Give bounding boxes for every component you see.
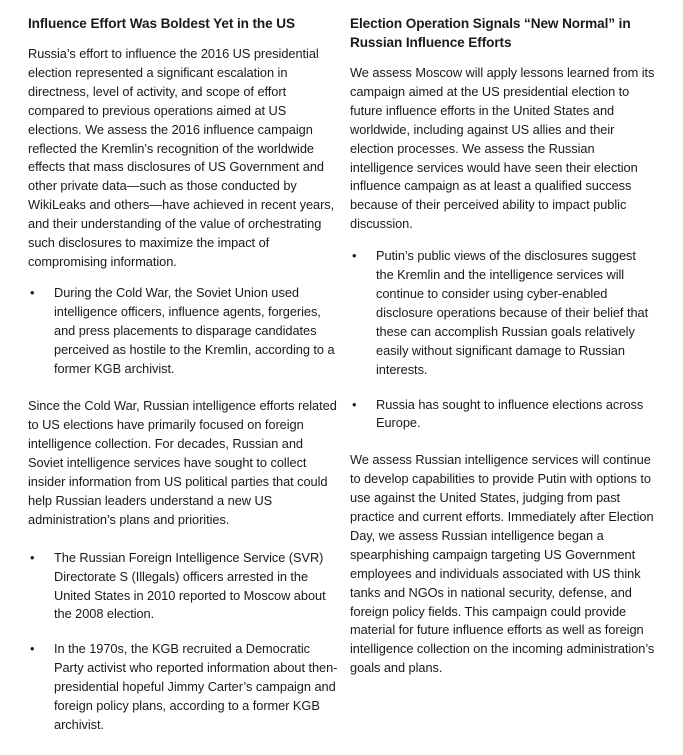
- right-paragraph-2: We assess Russian intelligence services will continue to develop capabilities to provide Putin with options to use against the United States, judging from past practice and current efforts. Immediately after Election Day, we assess Russian intelligence began a spearphishing campaign targeting US Government employees and individuals associated with US think tanks and NGOs in national security, defense, and foreign policy fields. This campaign could provide material for future influence efforts as well as foreign intelligence collection on the incoming administration’s goals and plans.: [350, 452, 655, 676]
- bullet-symbol: •: [30, 641, 35, 657]
- left-paragraph-1: Russia’s effort to influence the 2016 US presidential election represented a significant escalation in directness, level of activity, and scope of effort compared to previous operations aimed at US elections. We assess the 2016 influence campaign reflected the Kremlin’s recognition of the worldwide effects that mass disclosures of US Government and other private data—such as those conducted by WikiLeaks and others—have achieved in recent years, and their understanding of the value of orchestrating such disclosures to maximize the impact of compromising information.: [28, 46, 335, 269]
- right-column: [350, 0, 655, 678]
- right-bullet-2-text: Russia has sought to influence elections across Europe.: [376, 396, 644, 431]
- right-bullet-1: [350, 247, 655, 379]
- right-bullet-1-text: Putin’s public views of the disclosures suggest the Kremlin and the intelligence services will continue to consider using cyber-enabled disclosure operations because of their belief that these can accomplish Russian goals relatively easily without significant damage to Russian interests.: [376, 248, 649, 377]
- left-paragraph-2: Since the Cold War, Russian intelligence efforts related to US elections have primarily focused on foreign intelligence collection. For decades, Russian and Soviet intelligence services have sought to collect insider information from US political parties that could help Russian leaders understand a new US administration’s plans and priorities.: [28, 398, 337, 527]
- right-bullet-2: [350, 396, 655, 434]
- left-bullet-1-text: During the Cold War, the Soviet Union used intelligence officers, influence agents, forgeries, and press placements to disparage candidates perceived as hostile to the Kremlin, according to a former KGB archivist.: [54, 284, 335, 376]
- bullet-symbol: •: [352, 248, 357, 264]
- right-paragraph-1: We assess Moscow will apply lessons learned from its campaign aimed at the US presidential election to future influence efforts in the United States and worldwide, including against US allies and their election processes. We assess the Russian intelligence services would have seen their election influence campaign as at least a qualified success because of their perceived ability to impact public discussion.: [350, 65, 655, 232]
- bullet-symbol: •: [30, 284, 35, 300]
- bullet-symbol: •: [352, 396, 357, 412]
- left-bullet-2-text: The Russian Foreign Intelligence Service (SVR) Directorate S (Illegals) officers arrested in the United States in 2010 reported to Moscow about the 2008 election.: [54, 549, 326, 622]
- left-heading: Influence Effort Was Boldest Yet in the US: [28, 16, 295, 31]
- left-bullet-1: [28, 284, 340, 379]
- right-heading: Election Operation Signals “New Normal” in Russian Influence Efforts: [350, 16, 631, 50]
- left-column: [28, 0, 340, 735]
- bullet-symbol: •: [30, 549, 35, 565]
- left-bullet-3: [28, 640, 340, 735]
- left-bullet-2: [28, 549, 340, 625]
- left-bullet-3-text: In the 1970s, the KGB recruited a Democratic Party activist who reported information about then-presidential hopeful Jimmy Carter’s campaign and foreign policy plans, according to a former KGB archivist.: [54, 641, 338, 732]
